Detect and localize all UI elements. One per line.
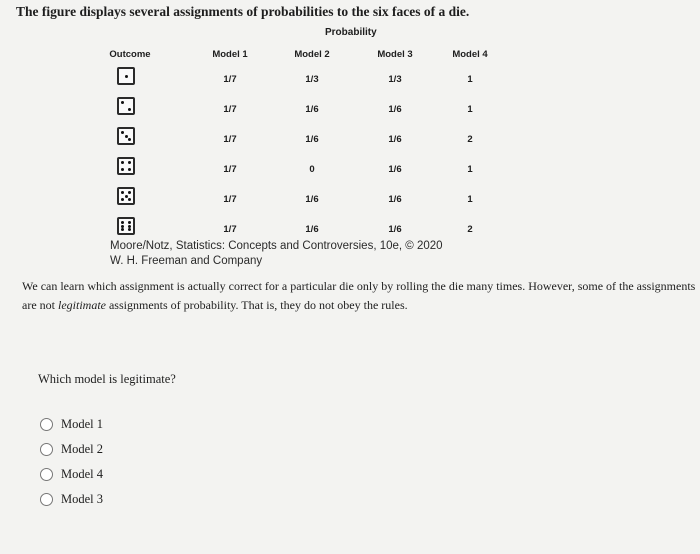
citation-line-1: Moore/Notz, Statistics: Concepts and Controversies, 10e, © 2020 <box>110 240 443 252</box>
option-model-2[interactable] <box>40 439 103 459</box>
citation <box>110 239 443 269</box>
option-label: Model 1 <box>61 416 104 431</box>
cell-model-4: 1 <box>467 194 473 205</box>
radio-button[interactable] <box>40 443 53 456</box>
option-model-3[interactable] <box>40 489 103 509</box>
option-model-4[interactable] <box>40 464 103 484</box>
option-label: Model 3 <box>61 491 104 506</box>
cell-model-3: 1/6 <box>388 224 402 235</box>
option-label: Model 2 <box>61 441 104 456</box>
cell-model-1: 1/7 <box>223 194 237 205</box>
model-4-header: Model 4 <box>452 49 488 60</box>
radio-button[interactable] <box>40 493 53 506</box>
option-model-1[interactable] <box>40 414 103 434</box>
paragraph-text-2: assignments of probability. That is, they do not obey the rules. <box>105 298 408 312</box>
cell-model-3: 1/6 <box>388 164 402 175</box>
explanation-paragraph <box>22 277 697 315</box>
outcome-header: Outcome <box>109 49 151 60</box>
cell-model-2: 1/3 <box>305 74 319 85</box>
intro-text: The figure displays several assignments of probabilities to the six faces of a die. <box>16 4 470 19</box>
cell-model-3: 1/6 <box>388 194 402 205</box>
cell-model-4: 2 <box>467 224 473 235</box>
model-1-header: Model 1 <box>212 49 248 60</box>
cell-model-4: 2 <box>467 134 473 145</box>
cell-model-1: 1/7 <box>223 134 237 145</box>
cell-model-4: 1 <box>467 74 473 85</box>
cell-model-2: 1/6 <box>305 224 319 235</box>
cell-model-3: 1/6 <box>388 104 402 115</box>
cell-model-2: 1/6 <box>305 134 319 145</box>
die-face-5-icon <box>117 187 135 205</box>
option-label: Model 4 <box>61 466 104 481</box>
cell-model-3: 1/6 <box>388 134 402 145</box>
cell-model-2: 1/6 <box>305 194 319 205</box>
cell-model-2: 1/6 <box>305 104 319 115</box>
die-face-4-icon <box>117 157 135 175</box>
die-face-2-icon <box>117 97 135 115</box>
die-face-6-icon <box>117 217 135 235</box>
model-2-header: Model 2 <box>294 49 330 60</box>
probability-header: Probability <box>325 27 377 38</box>
cell-model-1: 1/7 <box>223 164 237 175</box>
paragraph-emphasis: legitimate <box>57 298 106 312</box>
cell-model-4: 1 <box>467 104 473 115</box>
question-text: Which model is legitimate? <box>38 372 176 386</box>
model-3-header: Model 3 <box>377 49 413 60</box>
cell-model-1: 1/7 <box>223 224 237 235</box>
radio-button[interactable] <box>40 468 53 481</box>
cell-model-2: 0 <box>309 164 315 175</box>
cell-model-1: 1/7 <box>223 74 237 85</box>
die-face-3-icon <box>117 127 135 145</box>
cell-model-1: 1/7 <box>223 104 237 115</box>
cell-model-4: 1 <box>467 164 473 175</box>
cell-model-3: 1/3 <box>388 74 402 85</box>
paragraph-text-1: We can learn which assignment is actually correct for a particular die only by rolling the die many times. However, some of the assignments are not <box>22 279 696 312</box>
die-face-1-icon <box>117 67 135 85</box>
radio-button[interactable] <box>40 418 53 431</box>
citation-line-2: W. H. Freeman and Company <box>110 255 263 267</box>
